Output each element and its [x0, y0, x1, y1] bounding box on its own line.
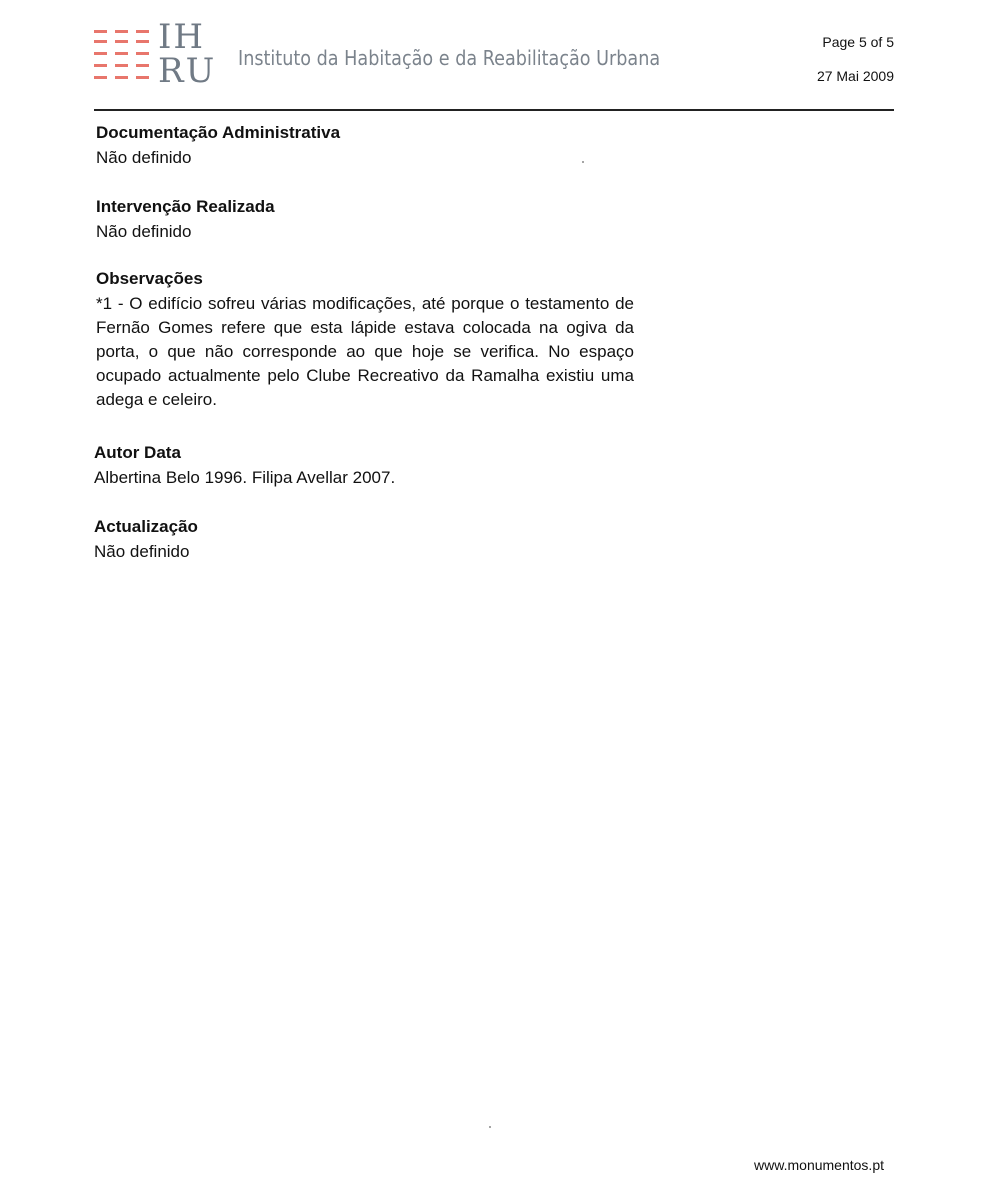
scan-speck	[489, 1126, 491, 1128]
logo-dash-pattern	[94, 30, 154, 90]
organization-name: Instituto da Habitação e da Reabilitação Urbana	[238, 46, 661, 70]
section-body: Não definido	[96, 222, 192, 241]
section-title: Intervenção Realizada	[96, 197, 275, 216]
section-body: Não definido	[94, 542, 190, 561]
logo-line-2: RU	[158, 51, 217, 91]
section-title: Documentação Administrativa	[96, 123, 341, 142]
page-info	[817, 34, 894, 84]
section-documentacao	[96, 122, 340, 170]
section-actualizacao	[94, 516, 198, 564]
document-date: 27 Mai 2009	[816, 68, 894, 84]
footer-url: www.monumentos.pt	[754, 1157, 884, 1173]
section-body: Não definido	[96, 148, 192, 167]
section-title: Autor Data	[94, 443, 181, 462]
page-header	[94, 17, 894, 92]
section-autor-data	[94, 442, 395, 490]
header-divider	[94, 109, 894, 111]
section-intervencao	[96, 196, 275, 244]
section-observacoes	[96, 268, 634, 412]
logo-letters	[158, 17, 220, 91]
observations-text: *1 - O edifício sofreu várias modificações, até porque o testamento de Fernão Gomes refere que esta lápide estava colocada na ogiva da porta, o que não corresponde ao que hoje se verifica. No espaço ocupado actualmente pelo Clube Recreativo da Ramalha existiu uma adega e celeiro.	[96, 294, 634, 409]
page-number: Page 5 of 5	[822, 34, 894, 50]
section-body: Albertina Belo 1996. Filipa Avellar 2007.	[94, 468, 396, 487]
section-title: Observações	[96, 269, 203, 288]
scan-speck	[582, 161, 584, 163]
section-title: Actualização	[94, 517, 198, 536]
logo-line-1: IH	[158, 17, 206, 57]
ihru-logo	[94, 17, 219, 92]
